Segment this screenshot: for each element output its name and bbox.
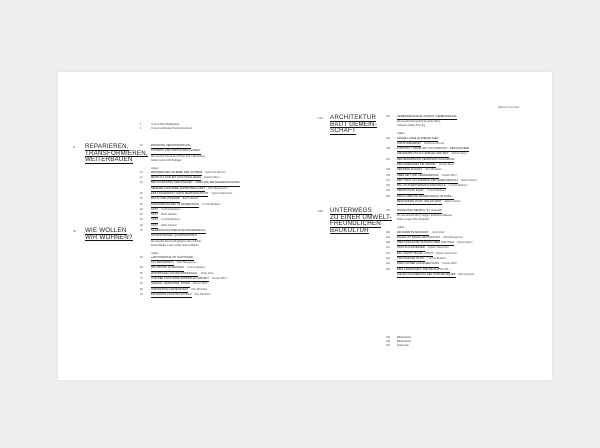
article-title: DER GEMEINDE? DIE KIRCHE! — [397, 163, 436, 168]
article-author: Stefanie Hauenstein — [211, 191, 233, 195]
main-entry[interactable]: 10 ZWISCHEN VERANTWORTUNG, — [140, 144, 300, 149]
article-title: DER TISCH ALS SINNBILD DER GEMEINSCHAFT — [397, 179, 458, 184]
article-author: Corinna Rindauer — [161, 207, 181, 211]
section-entries-architektur: 126 GEMEINDEKANZLEI UPNÄCH, GEMEINDESAAL Im Gespräch mit Sacht Ratti, Aline Derry, Armando Scitelli, Fra Ling Artikel 134 GRÜNE LUNGE IM EHEMALIGEN INDUSTRIEGEBIET Katharina Marchal 138 KUPPINNI, TURMPLATZ, KULTURPLATZ – DER DAVOSER ARKADENPLATZ ALS SPIEGEL DER ZEIT Daniela Meyer 142 DER BELIEBTESTE VERANSTALTUNGSRAUM DER GEMEINDE? DIE KIRCHE! Daniela Meyer 146 SENSIBLE FÜGUNG Nele Hickmann 150 ÜBER ZEIT UND VERÄNDERUNG Thomas Mörtl 154 DER TISCH ALS SINNBILD DER GEMEINSCHAFT Rahel Lämmler 158 BAU ZU AKZEPTIEREN IN DER MOLLE Corinna Rindauer 162 VERSPÄTUNG EGAL! Corinna Rindauer 166 ERFOLGREICHE RAUMPLANUNG IM DORF – BESCHEIDEN ZIGST, WIE ES GEHT Rahel Lämmler — [386, 115, 546, 205]
list-item[interactable]: 246 Bildnachweis — [386, 336, 412, 339]
running-head: Inhaltsverzeichnis — [498, 106, 520, 109]
section-entries-wohnen: 52 GEMEINSCHAFTSBILDUNG WAGEMARGAL, SCHAFFHAUSEN, QUARTIERSTREIT Im Gespräch mit Irad Doppingler, Vera Schöbin, Roland Müller, Lukas Somm, Rahel Lämmler Artikel 60 »ARCHITEKTUR IST NÄCHTIGER, ALS MAN DENKT« Elisa Baumgartner 64 WIE WEITER IM WOHNEN Corinna Rindauer 68 WOHNRINGEL AM INDUSTRIEKANAL Ulrike Dark 72 VOM DER HAUS ODER SCHERN IM GARTEN? Thomas Mörtl 76 GEWAGT, GEWAGTER, STAND Thomas Mörtl 80 INSPIRATION GARTENSTADT Nele Hickmann 84 EFFIZIENTE PLANUNG IM HOLZ Nele Hickmann — [140, 229, 300, 298]
page-number: 228 — [386, 267, 390, 271]
articles-label: Artikel — [397, 132, 405, 136]
page-number: 216 — [386, 251, 390, 255]
article-author: Stefanie Hauenstein — [436, 251, 457, 255]
article-title: XXXX — [151, 208, 158, 213]
article-title: BAU ZU AKZEPTIEREN IN DER MOLLE — [397, 184, 446, 189]
article-title: ALS MAN DENKT« — [151, 261, 174, 266]
page-number: 84 — [140, 292, 143, 296]
appendix-entries — [386, 336, 536, 348]
page-number: 24 — [140, 181, 143, 185]
article-title: DIE REVITALISIERUNG DER HANS BEI BEVER — [397, 273, 456, 278]
page-number: 76 — [140, 282, 143, 286]
article-title: »ARCHITEKTUR IST NÄCHTIGER, — [151, 256, 194, 261]
article-author: Daniela Meyer — [204, 176, 220, 180]
article-title: INDUSTRIEGEBIET — [397, 142, 421, 147]
article-author: Ulrike Dark — [200, 271, 214, 275]
page-number: 44 — [140, 218, 143, 222]
article-title: ZWEI UMGLECHE SCHULHÄUSER AUS HOLZ — [397, 241, 454, 246]
article-author: Rahel Lämmler — [461, 178, 478, 182]
page-number: 146 — [386, 168, 390, 172]
page-number: 36 — [140, 202, 143, 206]
article-title: BESCHEIDEN ZIGST, WIE ES GEHT — [397, 200, 442, 205]
article-title: BAUEN IST BAUEN NACHHALTIG? — [397, 236, 440, 241]
page-number: 64 — [140, 266, 143, 270]
article-author: Elisa Baumgartner — [176, 261, 197, 265]
page-number: 40 — [140, 207, 143, 211]
article-author: Katharina Marchal — [424, 141, 445, 145]
article-title: DENKMALS EIN DORF AUFBLÜHEN LÄSST — [151, 187, 205, 192]
article-title: EIN DEBATTE MANIFEST — [397, 231, 429, 236]
page-number: 212 — [386, 246, 390, 250]
article-title: TROUVAILLEN IM TAL — [397, 257, 425, 262]
article-author: Corinna Rindauer — [427, 256, 447, 260]
page-number: 224 — [386, 262, 390, 266]
page-number: 18 — [140, 170, 143, 174]
article-author: Rahel Lämmler — [182, 197, 199, 201]
page-number: 28 — [140, 191, 143, 195]
section-entries-reparieren: 10 ZWISCHEN VERANTWORTUNG, ÄSTHETIK UND WIRTSCHAFTLICHKEIT Im Gespräch mit Andrea Wittner Juni, Lukas Imhof, Daniel Gretli, LINI Bollinger Artikel 18 WEITERBAUEN AM ERBE DER SCHWEIZ Katharina Marchal 21 MEHR ALS NUR EIN SCHUTZANLIEGEN Daniela Meyer 24 DEN DIAMANTEN DESCHLEIFEN – ODER WIE DIE SANIERUNG EINES DENKMALS EIN DORF AUFBLÜHEN LÄSST Elisa Baumgartner 28 ERST ANGEDENKT, DANN WERTGESCHÄTZT Stefanie Hauenstein 32 MUTIG UND VISIONÄR Rahel Lämmler 36 EXPERIMENTIEREN IM BAUBESTAND Corinna Rindauer 40 XXXX Corinna Rindauer 42 XXXX Rahel Lämmler 44 XXXX Corinna Rindauer 46 XXXX Rahel Lämmler — [140, 144, 300, 229]
articles-label: Artikel — [151, 251, 159, 255]
article-author: Corinna Rindauer — [186, 266, 206, 270]
article-author: Rahel Lämmler — [161, 223, 178, 227]
article-author: Katharina Marchal — [205, 170, 226, 174]
page-number: 32 — [140, 197, 143, 201]
section-title: UNTERWEGS ZU EINER UMWELT- FREUNDLICHEN BAUKULTUR — [330, 207, 392, 234]
article-author: Daniela Meyer — [457, 241, 473, 245]
article-title: WOHNRINGEL AM INDUSTRIEKANAL — [151, 272, 198, 277]
page-number: 138 — [386, 147, 390, 151]
page-number: 46 — [140, 223, 143, 227]
article-title: INSPIRATION GARTENSTADT — [151, 288, 188, 293]
section-title: REPARIEREN, TRANSFORMIEREN, WEITERBAUEN — [85, 143, 148, 164]
article-title: GEWAGT, GEWAGTER, STAND — [151, 282, 190, 287]
list-item[interactable]: 3 Vorwort Elisa Baumgartner — [140, 123, 180, 126]
article-title: WEITERBAUEN AM ERBE DER SCHWEIZ — [151, 171, 202, 176]
article-author: Nele Hickmann — [191, 287, 208, 291]
toc-article[interactable] — [386, 200, 546, 205]
article-author: Thomas Mörtl — [192, 282, 208, 286]
toc-article[interactable] — [386, 273, 546, 278]
page-number: 158 — [386, 184, 390, 188]
article-title: HOLZ ALS AUFBAUER — [397, 246, 425, 251]
article-author: Corinna Rindauer — [201, 202, 221, 206]
page-number: 68 — [140, 271, 143, 275]
page-number: 162 — [386, 189, 390, 193]
article-author: Jenny Keller — [431, 230, 445, 234]
article-author: Daniela Meyer — [438, 162, 455, 166]
article-author: Daniela Meyer — [451, 152, 468, 156]
article-author: Rahel Lämmler — [458, 272, 475, 276]
article-author: Nele Hickmann — [425, 168, 442, 172]
page-number: 60 — [140, 255, 143, 259]
article-author: Stefanie Hauenstein — [427, 246, 449, 250]
section-title: WIE WOLLEN WIR WOHNEN? — [85, 227, 133, 241]
article-title: DEN DIAMANTEN DESCHLEIFEN – ODER WIE DIE SANIERUNG EINES — [151, 181, 240, 186]
article-author: Thomas Mörtl — [211, 276, 227, 280]
page-number: 220 — [386, 256, 390, 260]
intro-entries — [140, 123, 290, 131]
article-title: EINE LANDSCHAFT, DIE NIE FERTIG IST – — [397, 268, 450, 273]
article-title: DER BELIEBTESTE VERANSTALTUNGSRAUM — [397, 158, 454, 163]
article-title: VERSPÄTUNG EGAL! — [397, 189, 424, 194]
article-title: EFFIZIENTE PLANUNG IM HOLZ — [151, 293, 192, 298]
article-title: ÜBER ZEIT UND VERÄNDERUNG — [397, 174, 439, 179]
page-number: 208 — [386, 241, 390, 245]
page-number: 142 — [386, 157, 390, 161]
page-number: 80 — [140, 287, 143, 291]
article-title: GRÜNE LUNGE IM EHEMALIGEN — [397, 137, 438, 142]
main-entry[interactable]: 52 GEMEINSCHAFTSBILDUNG WAGEMARGAL, — [140, 229, 300, 234]
section-entries-unterwegs: 190 WEIDEUSSE-NEUBAU, ST. GALLEN Im Gespräch mit Harry Gugger, Katharina Lehmann, Benno Grippa, Peter Dransfeld Artikel 198 EIN DEBATTE MANIFEST Jenny Keller 204 BAUEN IST BAUEN NACHHALTIG? Elisa Baumgartner 208 ZWEI UMGLECHE SCHULHÄUSER AUS HOLZ Daniela Meyer 212 HOLZ ALS AUFBAUER Stefanie Hauenstein 216 BAU STECHT BAUM – HOCH Stefanie Hauenstein 220 TROUVAILLEN IM TAL Corinna Rindauer 224 ZWEI HÄUSER AUS EINEM GUSS Thomas Mörtl 228 EINE LANDSCHAFT, DIE NIE FERTIG IST – DIE REVITALISIERUNG DER HANS BEI BEVER Rahel Lämmler — [386, 209, 546, 278]
article-author: Rahel Lämmler — [444, 199, 461, 203]
page-number: 42 — [140, 213, 143, 217]
article-title: ERFOLGREICHE RAUMPLANUNG IM DORF – — [397, 195, 454, 200]
article-title: ZWEI HÄUSER AUS EINEM GUSS — [397, 262, 439, 267]
article-title: XXXX — [151, 224, 158, 229]
article-title: VOM DER HAUS ODER SCHERN IM GARTEN? — [151, 277, 209, 282]
section-heading-architektur[interactable]: 124 ARCHITEKTUR BAUT GEMEIN- SCHAFT — [318, 114, 377, 135]
article-title: SENSIBLE FÜGUNG — [397, 168, 422, 173]
page-number: 21 — [140, 176, 143, 180]
articles-label: Artikel — [151, 166, 159, 170]
list-item[interactable]: 256 Impressum — [386, 344, 409, 348]
article-author: Corinna Rindauer — [448, 184, 468, 188]
page-number: 150 — [386, 173, 390, 177]
main-entry[interactable]: 126 GEMEINDEKANZLEI UPNÄCH, GEMEINDESAAL — [386, 115, 546, 120]
article-title: XXXX — [151, 213, 158, 218]
article-author: Elisa Baumgartner — [208, 186, 228, 190]
articles-label: Artikel — [397, 226, 405, 230]
section-heading-reparieren[interactable]: 8 REPARIEREN, TRANSFORMIEREN, WEITERBAUEN — [73, 143, 148, 164]
article-author: Nele Hickmann — [194, 292, 211, 296]
page-number: 154 — [386, 178, 390, 182]
article-title: KUPPINNI, TURMPLATZ, KULTURPLATZ – DER DAVOSER — [397, 147, 469, 152]
page-number: 204 — [386, 235, 390, 239]
article-author: Corinna Rindauer — [161, 218, 181, 222]
toc-article[interactable] — [140, 293, 300, 298]
main-entry[interactable]: 190 WEIDEUSSE-NEUBAU, ST. GALLEN — [386, 209, 546, 214]
article-author: Thomas Mörtl — [441, 173, 457, 177]
article-title: BAU STECHT BAUM – HOCH — [397, 252, 433, 257]
article-title: XXXX — [151, 218, 158, 223]
list-item[interactable]: 248 Bildnachweis — [386, 340, 412, 344]
section-heading-wohnen[interactable]: 50 WIE WOLLEN WIR WOHNEN? — [73, 227, 133, 241]
page-number: 134 — [386, 136, 390, 140]
page-number: 72 — [140, 276, 143, 280]
section-title: ARCHITEKTUR BAUT GEMEIN- SCHAFT — [330, 114, 377, 135]
article-title: ERST ANGEDENKT, DANN WERTGESCHÄTZT — [151, 192, 208, 197]
page-number: 166 — [386, 194, 390, 198]
article-title: EXPERIMENTIEREN IM BAUBESTAND — [151, 203, 199, 208]
article-title: MEHR ALS NUR EIN SCHUTZANLIEGEN — [151, 176, 201, 181]
list-item[interactable]: 4 Vorwort Architektur Forum Ostschweiz — [140, 127, 193, 131]
article-author: Corinna Rindauer — [426, 189, 446, 193]
article-author: Rahel Lämmler — [161, 213, 178, 217]
article-title: ARKADENPLATZ ALS SPIEGEL DER ZEIT — [397, 152, 449, 157]
article-title: MUTIG UND VISIONÄR — [151, 197, 180, 202]
article-title: WIE WEITER IM WOHNEN — [151, 266, 184, 271]
article-author: Thomas Mörtl — [442, 262, 457, 266]
section-heading-unterwegs[interactable]: 188 UNTERWEGS ZU EINER UMWELT- FREUNDLICHEN BAUKULTUR — [318, 207, 392, 234]
article-author: Elisa Baumgartner — [443, 235, 464, 239]
page-number: 198 — [386, 230, 390, 234]
